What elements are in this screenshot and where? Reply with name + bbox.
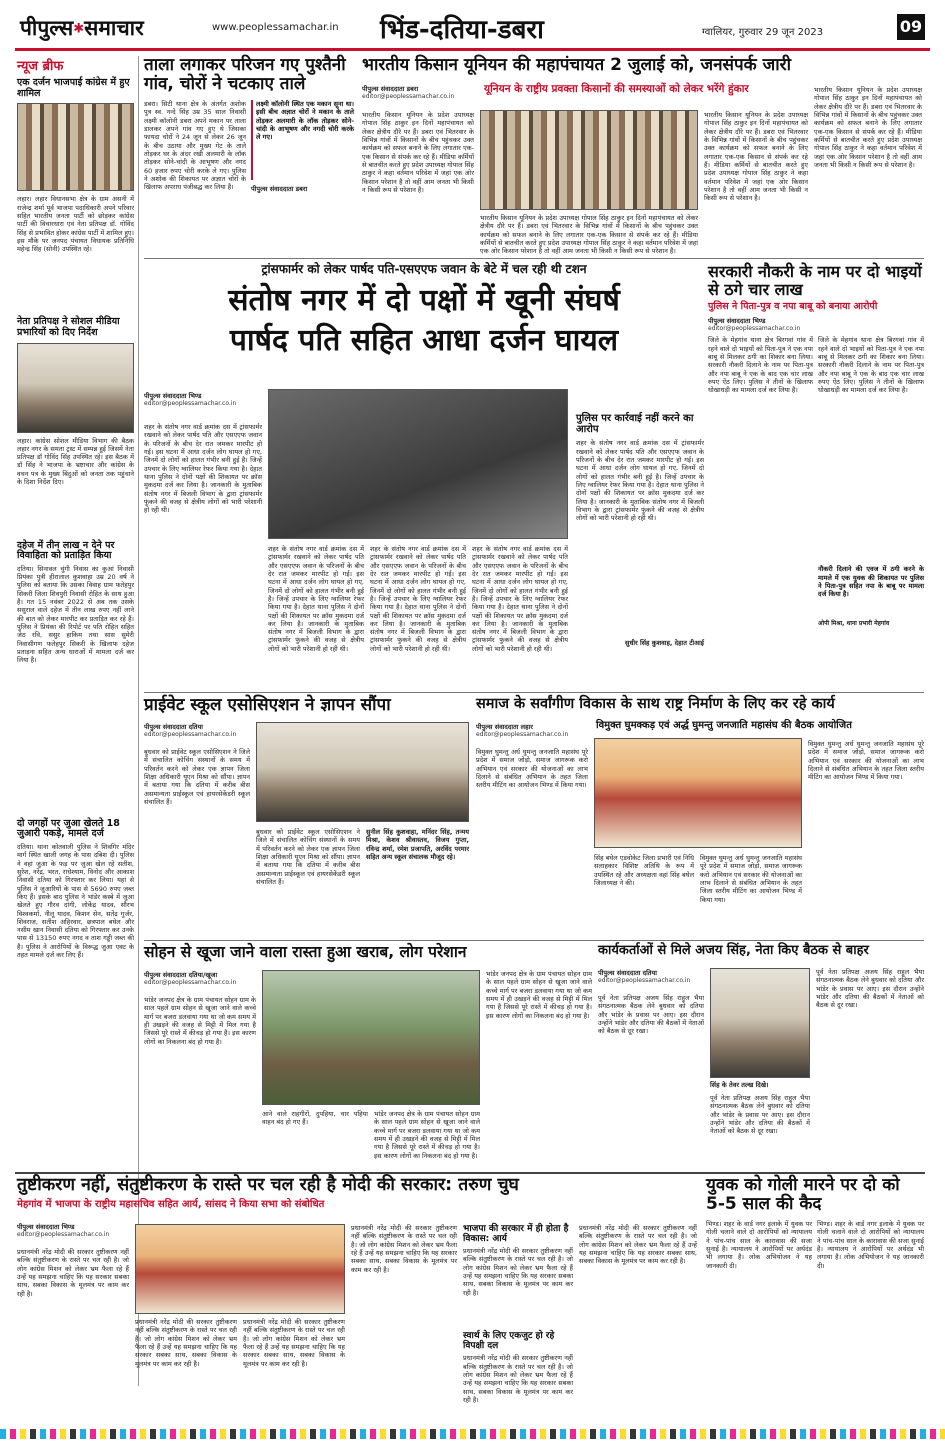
school-byline: पीपुल्स संवाददाता दतिया [144, 723, 203, 731]
road-body-1: भांडेर जनपद क्षेत्र के ग्राम पंचायत सोहन ग्राम के साल पहले ग्राम सोहन से खूजा जाने वाले कच्चे मार्ग पर बजरा डलवाया गया था जो कम समय में ही उखड़ने की वजह से मिट्टी में मिल गया है जिससे पूरे रास्ते में कीचड़ हो गया है। इस कारण लोगों का निकलना बंद हो गया है। [144, 996, 256, 1046]
page-number: 09 [897, 14, 925, 40]
theft-headline: ताला लगाकर परिजन गए पुश्तैनी गांव, चोरों ने चटकाए ताले [144, 55, 346, 95]
samaj-body-1: विमुक्त घुमन्तु अर्ध घुमन्तु जनजाति महासंघ पूरे प्रदेश में समाज जोड़ो, समाज जागरूक करो अभियान एवं सरकार की योजनाओं का लाभ दिलाने से संबंधित अभियान के तहत जिला स्तरीय मीटिंग का आयोजन भिण्ड में किया गया। [476, 748, 588, 790]
school-body-1: बुधवार को प्राईवेट स्कूल एसोसिएशन ने जिले में संचालित कोचिंग संस्थानों के समय में परिवर्तन करने को लेकर एक ज्ञापन जिला शिक्षा अधिकारी यूएन मिश्रा को सौंपा। ज्ञापन में बताया गया कि दतिया में करीब बीस असमान्यता प्राईस्कूल एवं हायरसेकेंडरी स्कूल संचालित हैं। [144, 748, 250, 806]
tarun-side-headline-2: स्वार्थ के लिए एकजुट हो रहे विपक्षी दल [463, 1331, 555, 1352]
story-verdict [706, 1176, 924, 1398]
kisan-byline: पीपुल्स संवाददाता डबरा [362, 85, 419, 93]
school-caption: सुनील सिंह कुशवाहा, मनिंदर सिंह, तन्मय मिश्रा, केशव श्रीवास्तव, विजय गुप्ता, रविन्द्र शर्मा, रमेश प्रजापति, अरविंद परमार सहित अन्य स्कूल संचालक मौजूद रहे। [366, 828, 469, 861]
tarun-body-2: प्रधानमंत्री नरेंद्र मोदी की सरकार तुष्टीकरण नहीं बल्कि संतुष्टीकरण के रास्ते पर चल रही है। जो लोग कांग्रेस मिशन को लेकर भ्रम फैला रहे हैं उन्हें यह समझना चाहिए कि यह सरकार सबका साथ, सबका विकास के मूलमंत्र पर काम कर रही है। [135, 1318, 237, 1368]
brief-headline-2: नेता प्रतिपक्ष ने सोशल मीडिया प्रभारियों को दिए निर्देश [17, 316, 120, 338]
kisan-body-2: भारतीय किसान यूनियन के प्रदेश उपाध्यक्ष गोपाल सिंह ठाकुर इन दिनों महापंचायत को लेकर क्षेत्रीय दौरे पर हैं। डबरा एवं भितरवार के विभिन्न गांवों में किसानों के बीच पहुंचकर उक्त कार्यक्रम को सफल बनाने के लिए लगातार एक-एक किसान से संपर्क कर रहे हैं। मीडिया कर्मियों से बातचीत करते हुए प्रदेश उपाध्यक्ष गोपाल सिंह ठाकुर ने कहा वर्तमान परिवेश में जहां एक ओर किसान परेशान है तो वहीं आम जनता भी किसी न किसी रूप से परेशान है। [480, 214, 698, 256]
fraud-body-2: जिले के मेहगांव थाना क्षेत्र बिरगवां गांव में रहने वाले दो भाइयों को पिता-पुत्र ने एक नपा बाबू से मिलकर ठगी का शिकार बना लिया। सरकारी नौकरी दिलाने के नाम पर पिता-पुत्र और नपा बाबू ने एक के बाद एक चार लाख रुपए ऐंठ लिए। पुलिस ने तीनों के खिलाफ धोखाधड़ी का मामला दर्ज कर लिया है। [818, 336, 924, 395]
kisan-photo [480, 110, 698, 210]
tarun-sidebar [463, 1224, 573, 1404]
story-road [144, 944, 592, 1169]
tarun-byline: पीपुल्स संवाददाता भिण्ड [17, 1223, 75, 1231]
ajay-caption: सिंह के तेवर तल्ख दिखे। [710, 1081, 769, 1089]
school-byline-box [144, 722, 254, 738]
verdict-body-2: भिण्ड। शहर के वार्ड नगर इलाके में युवक पर गोली चलाने वाले दो आरोपियों को न्यायालय ने पांच-पांच साल के कारावास की सजा सुनाई है। न्यायालय ने आरोपियों पर अर्थदंड भी लगाया है। लोक अभियोजन ने यह जानकारी दी। [817, 1220, 924, 1270]
ajay-body-1: पूर्व नेता प्रतिपक्ष अजय सिंह राहुल भैया संगठनात्मक बैठक लेने बुधवार को दतिया और भांडेर के प्रवास पर आए। इस दौरान उन्होंने भांडेर और दतिया की बैठकों में नेताओं को बैठक से दूर रखा। [598, 994, 704, 1036]
fraud-byline: पीपुल्स संवाददाता भिण्ड [708, 317, 766, 326]
road-email: editor@peoplessamachar.co.in [144, 979, 237, 986]
ajay-headline: कार्यकर्ताओं से मिले अजय सिंह, नेता किए बैठक से बाहर [598, 943, 869, 958]
tarun-subhead: मेहगांव में भाजपा के राष्ट्रीय महासचिव सहित आर्य, सांसद ने किया सभा को संबोधित [17, 1198, 325, 1210]
tarun-body-4: प्रधानमंत्री नरेंद्र मोदी की सरकार तुष्टीकरण नहीं बल्कि संतुष्टीकरण के रास्ते पर चल रही है। जो लोग कांग्रेस मिशन को लेकर भ्रम फैला रहे हैं उन्हें यह समझना चाहिए कि यह सरकार सबका साथ, सबका विकास के मूलमंत्र पर काम कर रही है। [351, 1224, 457, 1274]
kisan-body-3: भारतीय किसान यूनियन के प्रदेश उपाध्यक्ष गोपाल सिंह ठाकुर इन दिनों महापंचायत को लेकर क्षेत्रीय दौरे पर हैं। डबरा एवं भितरवार के विभिन्न गांवों में किसानों के बीच पहुंचकर उक्त कार्यक्रम को सफल बनाने के लिए लगातार एक-एक किसान से संपर्क कर रहे हैं। मीडिया कर्मियों से बातचीत करते हुए प्रदेश उपाध्यक्ष गोपाल सिंह ठाकुर ने कहा वर्तमान परिवेश में जहां एक ओर किसान परेशान है तो वहीं आम जनता भी किसी न किसी रूप से परेशान है। [704, 111, 808, 203]
theft-byline: पीपुल्स संवाददाता डबरा [251, 185, 308, 194]
fraud-sign: ओपी मिश्रा, थाना प्रभारी मेहगांव [818, 620, 890, 628]
kisan-body-1: भारतीय किसान यूनियन के प्रदेश उपाध्यक्ष गोपाल सिंह ठाकुर इन दिनों महापंचायत को लेकर क्षेत्रीय दौरे पर हैं। डबरा एवं भितरवार के विभिन्न गांवों में किसानों के बीच पहुंचकर उक्त कार्यक्रम को सफल बनाने के लिए लगातार एक-एक किसान से संपर्क कर रहे हैं। मीडिया कर्मियों से बातचीत करते हुए प्रदेश उपाध्यक्ष गोपाल सिंह ठाकुर ने कहा वर्तमान परिवेश में जहां एक ओर किसान परेशान है तो वहीं आम जनता भी किसी न किसी रूप से परेशान है। [362, 111, 474, 194]
tarun-email: editor@peoplessamachar.co.in [17, 1231, 110, 1238]
theft-highlight: लक्ष्मी कॉलोनी स्थित एक मकान सूना था। इसी बीच अज्ञात चोरों ने मकान के ताले तोड़कर अलमारी के लॉक तोड़कर सोने-चांदी के आभूषण और नगदी चोरी करके ले गए। [251, 100, 354, 180]
samaj-photo [594, 738, 802, 848]
clash-side-headline: पुलिस पर कार्रवाई नहीं करने का आरोप [576, 413, 694, 436]
kisan-subhead: यूनियन के राष्ट्रीय प्रवक्ता किसानों की समस्याओं को लेकर भरेंगे हुंकार [484, 83, 749, 95]
story-fraud [708, 263, 924, 688]
samaj-headline: समाज के सर्वांगीण विकास के साथ राष्ट्र निर्माण के लिए कर रहे कार्य [476, 696, 835, 712]
clash-body-2: शहर के संतोष नगर वार्ड क्रमांक दस में ट्रांसफार्मर रखवाने को लेकर पार्षद पति और एसएएफ जवान के परिजनों के बीच देर रात जमकर मारपीट हो गई। इस घटना में आधा दर्जन लोग घायल हो गए, जिनमें दो लोगों को हालत गंभीर बनी हुई है। जिन्हें उपचार के लिए ग्वालियर रेफर किया गया है। देहात थाना पुलिस ने दोनों पक्षों की शिकायत पर क्रॉस मुकदमा दर्ज कर लिया है। जानकारी के मुताबिक संतोष नगर में बिजली विभाग के द्वारा ट्रांसफार्मर फुंकने की वजह से क्षेत्रीय लोगों को भारी परेशानी हो रही थी। [268, 545, 364, 653]
masthead-rule [15, 48, 930, 51]
brief-body-3: दतिया। सिनावल चुंगी निवास का कुआं निवासी प्रियंका पुत्री हीरालाल कुशवाहा उम्र 20 वर्ष ने पुलिस को बताया कि उसका विवाह ग्राम फतेहपुर सिकरी जिला शिवपुरी निवासी रोहित के साथ हुआ है। गत 15 नवंबर 2022 से अब तक उसके ससुराल वाले दहेज में तीन लाख रुपए नहीं लाने की बात को लेकर मारपीट कर प्रताड़ित कर रहे हैं। पुलिस ने प्रियंका की रिपोर्ट पर पति रोहित सहित जेठ रवि, ससुर हाकिम तथा सास सुमेरी निवासीगण फतेहपुर सिकरी के खिलाफ दहेज प्रताड़ना सहित अन्य धाराओं में मामला दर्ज कर लिया है। [17, 564, 134, 665]
clash-byline-box [144, 391, 264, 407]
tarun-body-5: प्रधानमंत्री नरेंद्र मोदी की सरकार तुष्टीकरण नहीं बल्कि संतुष्टीकरण के रास्ते पर चल रही है। जो लोग कांग्रेस मिशन को लेकर भ्रम फैला रहे हैं उन्हें यह समझना चाहिए कि यह सरकार सबका साथ, सबका विकास के मूलमंत्र पर काम कर रही है। [579, 1224, 697, 1266]
brand-star-icon: ✱ [73, 21, 85, 37]
samaj-body-2: सिंह बघेल एडवोकेट जिला प्रभारी एवं निधि सलाहकार विशिष्ट अतिथि के रूप में उपस्थित रहे और अध्यक्षता वहां सिंह बघेल जिलाध्यक्ष ने की। [594, 854, 694, 887]
story-theft [144, 56, 354, 251]
clash-body-3: शहर के संतोष नगर वार्ड क्रमांक दस में ट्रांसफार्मर रखवाने को लेकर पार्षद पति और एसएएफ जवान के परिजनों के बीच देर रात जमकर मारपीट हो गई। इस घटना में आधा दर्जन लोग घायल हो गए, जिनमें दो लोगों को हालत गंभीर बनी हुई है। जिन्हें उपचार के लिए ग्वालियर रेफर किया गया है। देहात थाना पुलिस ने दोनों पक्षों की शिकायत पर क्रॉस मुकदमा दर्ज कर लिया है। जानकारी के मुताबिक संतोष नगर में बिजली विभाग के द्वारा ट्रांसफार्मर फुंकने की वजह से क्षेत्रीय लोगों को भारी परेशानी हो रही थी। [370, 545, 466, 653]
tarun-body-3: प्रधानमंत्री नरेंद्र मोदी की सरकार तुष्टीकरण नहीं बल्कि संतुष्टीकरण के रास्ते पर चल रही है। जो लोग कांग्रेस मिशन को लेकर भ्रम फैला रहे हैं उन्हें यह समझना चाहिए कि यह सरकार सबका साथ, सबका विकास के मूलमंत्र पर काम कर रही है। [243, 1318, 345, 1368]
ajay-email: editor@peoplessamachar.co.in [598, 977, 691, 984]
ajay-body-3: पूर्व नेता प्रतिपक्ष अजय सिंह राहुल भैया संगठनात्मक बैठक लेने बुधवार को दतिया और भांडेर के प्रवास पर आए। इस दौरान उन्होंने भांडेर और दतिया की बैठकों में नेताओं को बैठक से दूर रखा। [816, 968, 924, 1010]
row-divider-3 [144, 940, 924, 941]
road-headline: सोहन से खूजा जाने वाला रास्ता हुआ खराब, लोग परेशान [144, 943, 467, 961]
story-clash [144, 263, 704, 688]
tarun-byline-box [17, 1222, 132, 1238]
news-brief-label: न्यूज ब्रीफ [17, 59, 64, 74]
kisan-headline: भारतीय किसान यूनियन की महापंचायत 2 जुलाई को, जनसंपर्क जारी [362, 55, 792, 75]
school-body-2: बुधवार को प्राईवेट स्कूल एसोसिएशन ने जिले में संचालित कोचिंग संस्थानों के समय में परिवर्तन करने को लेकर एक ज्ञापन जिला शिक्षा अधिकारी यूएन मिश्रा को सौंपा। ज्ञापन में बताया गया कि दतिया में करीब बीस असमान्यता प्राईस्कूल एवं हायरसेकेंडरी स्कूल संचालित हैं। [256, 828, 360, 886]
fraud-email: editor@peoplessamachar.co.in [708, 325, 801, 333]
samaj-email: editor@peoplessamachar.co.in [476, 731, 569, 738]
brief-body-4: दतिया। थाना कोतवाली पुलिस ने शिवगिर मंदिर मार्ग स्थित खाली जगह के पास दबिश दी। पुलिस ने वहां जुआ के फड़ पर जुआ खेल रहे सतीश, सुरेश, नरेंद्र, भरत, राधेश्याम, विनोद और आकाश निवासी दतिया को गिरफ्तार कर लिया। यहां से पुलिस ने जुआरियों के पास से 5690 रुपए जब्त किए हैं। इसके बाद पुलिस ने भांडेर कस्बे में जुआ खेलते हुए गौरव दांगी, लोकेंद्र यादव, सौरभ विश्वकर्मा, नीलू यादव, किशन सेन, सतेंद्र गुर्जर, शिवराज, सतीश अहिरवार, छत्रपाल बघेल और नसीम खान निवासी दतिया को गिरफ्तार कर उनके पास से 13150 रुपए नगद व ताश गड्डी जब्त की है। पुलिस ने आरोपियों के विरूद्ध जुआ एक्ट के तहत मामले दर्ज कर लिए हैं। [17, 843, 134, 960]
samaj-body-4: विमुक्त घुमन्तु अर्ध घुमन्तु जनजाति महासंघ पूरे प्रदेश में समाज जोड़ो, समाज जागरूक करो अभियान एवं सरकार की योजनाओं का लाभ दिलाने से संबंधित अभियान के तहत जिला स्तरीय मीटिंग का आयोजन भिण्ड में किया गया। [808, 740, 924, 782]
school-email: editor@peoplessamachar.co.in [144, 731, 237, 738]
clash-side-byline: सुधीर सिंह कुशवाह, देहात टीआई [624, 639, 704, 648]
clash-photo [268, 389, 568, 539]
road-byline: पीपुल्स संवाददाता दतिया/खूजा [144, 971, 218, 979]
tarun-photo [135, 1224, 345, 1314]
fraud-subhead: पुलिस ने पिता-पुत्र व नपा बाबू को बनाया आरोपी [708, 300, 878, 312]
color-registration-bar [0, 1429, 945, 1439]
story-school [144, 696, 469, 936]
story-ajay [598, 944, 924, 1169]
road-caption: आने वाले राहगीरों, दुपहिया, चार पहिया वाहन बंद हो गए हैं। [262, 1110, 368, 1127]
brief-headline-1: एक दर्जन भाजपाई कांग्रेस में हुए शामिल [17, 77, 130, 99]
samaj-byline: पीपुल्स संवाददाता लहार [476, 723, 533, 731]
school-photo [256, 722, 469, 822]
brief-headline-3: दहेज में तीन लाख न देने पर विवाहिता को प्रताड़ित किया [17, 539, 115, 562]
tarun-side-headline-1: भाजपा की सरकार में ही होता है विकास: आर्य [463, 1224, 569, 1245]
clash-kicker: ट्रांसफार्मर को लेकर पार्षद पति-एसएएफ जवान के बेटे में चल रही थी टशन [261, 262, 587, 276]
road-byline-box [144, 970, 259, 986]
kisan-email: editor@peoplessamachar.co.in [362, 93, 455, 100]
road-body-2: भांडेर जनपद क्षेत्र के ग्राम पंचायत सोहन ग्राम के साल पहले ग्राम सोहन से खूजा जाने वाले कच्चे मार्ग पर बजरा डलवाया गया था जो कम समय में ही उखड़ने की वजह से मिट्टी में मिल गया है जिससे पूरे रास्ते में कीचड़ हो गया है। इस कारण लोगों का निकलना बंद हो गया है। [374, 1110, 480, 1160]
website-url: www.peoplessamachar.in [212, 22, 339, 33]
verdict-headline: युवक को गोली मारने पर दो को 5-5 साल की कैद [706, 1175, 900, 1215]
story-tarun [17, 1175, 697, 1404]
clash-side-body: शहर के संतोष नगर वार्ड क्रमांक दस में ट्रांसफार्मर रखवाने को लेकर पार्षद पति और एसएएफ जवान के परिजनों के बीच देर रात जमकर मारपीट हो गई। इस घटना में आधा दर्जन लोग घायल हो गए, जिनमें दो लोगों को हालत गंभीर बनी हुई है। जिन्हें उपचार के लिए ग्वालियर रेफर किया गया है। देहात थाना पुलिस ने दोनों पक्षों की शिकायत पर क्रॉस मुकदमा दर्ज कर लिया है। जानकारी के मुताबिक संतोष नगर में बिजली विभाग के द्वारा ट्रांसफार्मर फुंकने की वजह से क्षेत्रीय लोगों को भारी परेशानी हो रही थी। [576, 439, 704, 523]
story-kisan [362, 56, 922, 256]
clash-body-4: शहर के संतोष नगर वार्ड क्रमांक दस में ट्रांसफार्मर रखवाने को लेकर पार्षद पति और एसएएफ जवान के परिजनों के बीच देर रात जमकर मारपीट हो गई। इस घटना में आधा दर्जन लोग घायल हो गए, जिनमें दो लोगों को हालत गंभीर बनी हुई है। जिन्हें उपचार के लिए ग्वालियर रेफर किया गया है। देहात थाना पुलिस ने दोनों पक्षों की शिकायत पर क्रॉस मुकदमा दर्ज कर लिया है। जानकारी के मुताबिक संतोष नगर में बिजली विभाग के द्वारा ट्रांसफार्मर फुंकने की वजह से क्षेत्रीय लोगों को भारी परेशानी हो रही थी। [472, 545, 568, 653]
brand-right: समाचार [84, 16, 144, 40]
clash-headline-1: संतोष नगर में दो पक्षों में खूनी संघर्ष [228, 283, 620, 319]
ajay-byline: पीपुल्स संवाददाता दतिया [598, 969, 657, 977]
brief-body-1: लहार। लहार विधानसभा क्षेत्र के ग्राम असनी में राजेन्द्र शर्मा पूर्व भाजपा पदाधिकारी अपने परिवार सहित भारतीय जनता पार्टी को छोड़कर कांग्रेस पार्टी की विचारधारा एवं नेता प्रतिपक्ष डॉ. गोविंद सिंह से प्रभावित होकर कांग्रेस पार्टी में शामिल हुए। इस मौके पर जनपद पंचायत विधायक प्रतिनिधि महेन्द्र सिंह (सोनी) उपस्थित रहे। [17, 195, 134, 254]
section-title: भिंड-दतिया-डबरा [380, 15, 544, 45]
clash-email: editor@peoplessamachar.co.in [144, 400, 237, 407]
clash-byline: पीपुल्स संवाददाता भिण्ड [144, 392, 202, 400]
fraud-headline: सरकारी नौकरी के नाम पर दो भाइयों से ठगे चार लाख [708, 262, 922, 299]
brand-logo [20, 14, 144, 42]
brief-photo-2 [17, 343, 134, 433]
kisan-body-4: भारतीय किसान यूनियन के प्रदेश उपाध्यक्ष गोपाल सिंह ठाकुर इन दिनों महापंचायत को लेकर क्षेत्रीय दौरे पर हैं। डबरा एवं भितरवार के विभिन्न गांवों में किसानों के बीच पहुंचकर उक्त कार्यक्रम को सफल बनाने के लिए लगातार एक-एक किसान से संपर्क कर रहे हैं। मीडिया कर्मियों से बातचीत करते हुए प्रदेश उपाध्यक्ष गोपाल सिंह ठाकुर ने कहा वर्तमान परिवेश में जहां एक ओर किसान परेशान है तो वहीं आम जनता भी किसी न किसी रूप से परेशान है। [814, 86, 922, 169]
road-photo [262, 970, 480, 1105]
clash-body-1: शहर के संतोष नगर वार्ड क्रमांक दस में ट्रांसफार्मर रखवाने को लेकर पार्षद पति और एसएएफ जवान के परिजनों के बीच देर रात जमकर मारपीट हो गई। इस घटना में आधा दर्जन लोग घायल हो गए, जिनमें दो लोगों को हालत गंभीर बनी हुई है। जिन्हें उपचार के लिए ग्वालियर रेफर किया गया है। देहात थाना पुलिस ने दोनों पक्षों की शिकायत पर क्रॉस मुकदमा दर्ज कर लिया है। जानकारी के मुताबिक संतोष नगर में बिजली विभाग के द्वारा ट्रांसफार्मर फुंकने की वजह से क्षेत्रीय लोगों को भारी परेशानी हो रही थी। [144, 423, 262, 515]
ajay-byline-box [598, 968, 708, 984]
row-divider-2 [144, 692, 924, 693]
ajay-photo [710, 968, 810, 1078]
verdict-body-1: भिण्ड। शहर के वार्ड नगर इलाके में युवक पर गोली चलाने वाले दो आरोपियों को न्यायालय ने पांच-पांच साल के कारावास की सजा सुनाई है। न्यायालय ने आरोपियों पर अर्थदंड भी लगाया है। लोक अभियोजन ने यह जानकारी दी। [706, 1220, 812, 1270]
masthead [0, 0, 945, 50]
school-headline: प्राईवेट स्कूल एसोसिएशन ने ज्ञापन सौंपा [144, 695, 391, 715]
dateline: ग्वालियर, गुरुवार 29 जून 2023 [702, 27, 824, 38]
story-samaj [476, 696, 924, 936]
row-divider-1 [144, 258, 924, 259]
fraud-byline-box [708, 316, 924, 332]
brief-body-2: लहार। कांग्रेस सोशल मीडिया विभाग की बैठक लहार नगर के समता ट्रस्ट में सम्पन्न हुई जिसमें नेता प्रतिपक्ष डॉ गोविंद सिंह उपस्थित रहे। इस बैठक में डॉ सिंह ने भाजपा के भ्रष्टाचार और कांग्रेस के वचन पत्र के मुख्य बिंदुओं को जनता तक पहुंचाने के दिशा निर्देश दिए। [17, 436, 134, 487]
theft-body: डबरा। सिटी थाना क्षेत्र के अंतर्गत अशोक पुत्र स्व. नन्दे सिंह उम्र 35 साल निवासी लक्ष्मी कॉलोनी डबरा अपने मकान पर ताला डालकर अपने गांव गए हुए थे जिसका फायदा चोरों ने 24 जून से लेकर 26 जून के बीच उठाया और मुख्य गेट के ताले तोड़कर घर के अंदर रखी अलमारी के लॉक तोड़कर सोने-चांदी के आभूषण और नगद 60 हजार रुपए चोरी करके ले गए। पुलिस ने अशोक की शिकायत पर अज्ञात चोरों के खिलाफ अपराध पंजीबद्ध कर लिया है। [144, 100, 246, 192]
clash-headline-2: पार्षद पति सहित आधा दर्जन घायल [229, 323, 619, 359]
brief-headline-4: दो जगहों पर जुआ खेलते 18 जुआरी पकड़े, मामले दर्ज [17, 817, 120, 840]
clash-sidebar [576, 413, 704, 688]
samaj-byline-box [476, 722, 591, 738]
fraud-highlight: नौकरी दिलाने की एवज में ठगी करने के मामले में एक युवक की शिकायत पर पुलिस ने पिता-पुत्र सहित नपा के बाबू पर मामला दर्ज किया है। [818, 565, 924, 599]
tarun-headline: तुष्टीकरण नहीं, संतुष्टीकरण के रास्ते पर चल रही है मोदी की सरकार: तरुण चुघ [17, 1175, 519, 1195]
brief-photo-1 [17, 103, 134, 191]
samaj-body-3: विमुक्त घुमन्तु अर्ध घुमन्तु जनजाति महासंघ पूरे प्रदेश में समाज जोड़ो, समाज जागरूक करो अभियान एवं सरकार की योजनाओं का लाभ दिलाने से संबंधित अभियान के तहत जिला स्तरीय मीटिंग का आयोजन भिण्ड में किया गया। [700, 854, 802, 904]
kisan-byline-box [362, 84, 482, 100]
brand-left: पीपुल्स [20, 16, 74, 40]
tarun-side-body-2: प्रधानमंत्री नरेंद्र मोदी की सरकार तुष्टीकरण नहीं बल्कि संतुष्टीकरण के रास्ते पर चल रही है। जो लोग कांग्रेस मिशन को लेकर भ्रम फैला रहे हैं उन्हें यह समझना चाहिए कि यह सरकार सबका साथ, सबका विकास के मूलमंत्र पर काम कर रही है। [463, 1354, 573, 1404]
ajay-body-2: पूर्व नेता प्रतिपक्ष अजय सिंह राहुल भैया संगठनात्मक बैठक लेने बुधवार को दतिया और भांडेर के प्रवास पर आए। इस दौरान उन्होंने भांडेर और दतिया की बैठकों में नेताओं को बैठक से दूर रखा। [710, 1094, 810, 1136]
samaj-subhead: विमुक्त घुमक्कड़ एवं अर्द्ध घुमन्तु जनजाति महासंघ की बैठक आयोजित [596, 720, 852, 731]
fraud-body-1: जिले के मेहगांव थाना क्षेत्र बिरगवां गांव में रहने वाले दो भाइयों को पिता-पुत्र ने एक नपा बाबू से मिलकर ठगी का शिकार बना लिया। सरकारी नौकरी दिलाने के नाम पर पिता-पुत्र और नपा बाबू ने एक के बाद एक चार लाख रुपए ऐंठ लिए। पुलिस ने तीनों के खिलाफ धोखाधड़ी का मामला दर्ज कर लिया है। [708, 336, 813, 395]
road-body-3: भांडेर जनपद क्षेत्र के ग्राम पंचायत सोहन ग्राम के साल पहले ग्राम सोहन से खूजा जाने वाले कच्चे मार्ग पर बजरा डलवाया गया था जो कम समय में ही उखड़ने की वजह से मिट्टी में मिल गया है जिससे पूरे रास्ते में कीचड़ हो गया है। इस कारण लोगों का निकलना बंद हो गया है। [486, 970, 592, 1020]
tarun-body-1: प्रधानमंत्री नरेंद्र मोदी की सरकार तुष्टीकरण नहीं बल्कि संतुष्टीकरण के रास्ते पर चल रही है। जो लोग कांग्रेस मिशन को लेकर भ्रम फैला रहे हैं उन्हें यह समझना चाहिए कि यह सरकार सबका साथ, सबका विकास के मूलमंत्र पर काम कर रही है। [17, 1248, 129, 1298]
row-divider-4 [15, 1172, 925, 1174]
tarun-side-body-1: प्रधानमंत्री नरेंद्र मोदी की सरकार तुष्टीकरण नहीं बल्कि संतुष्टीकरण के रास्ते पर चल रही है। जो लोग कांग्रेस मिशन को लेकर भ्रम फैला रहे हैं उन्हें यह समझना चाहिए कि यह सरकार सबका साथ, सबका विकास के मूलमंत्र पर काम कर रही है। [463, 1247, 573, 1297]
